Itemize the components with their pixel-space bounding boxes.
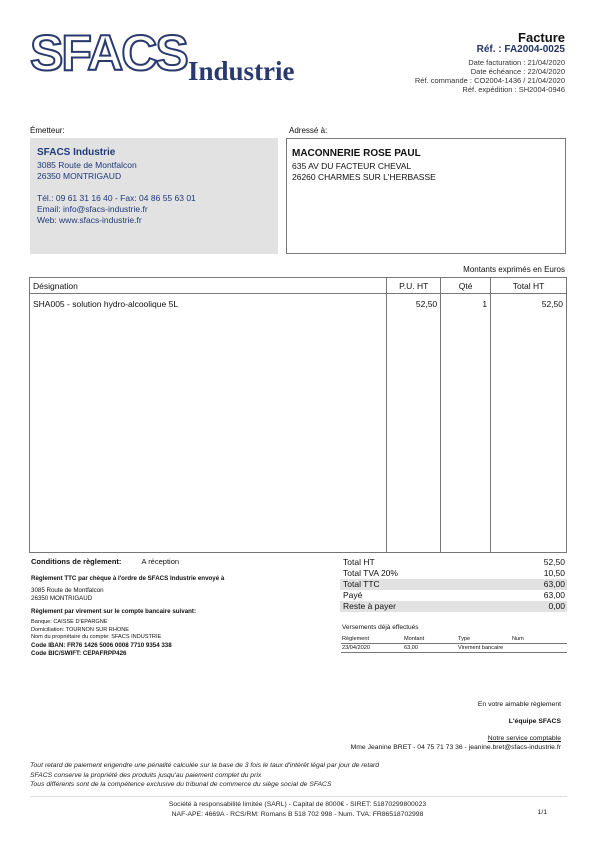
total-ht-row bbox=[340, 557, 567, 568]
destinataire-address1: 635 AV DU FACTEUR CHEVAL bbox=[292, 161, 412, 171]
total-ttc-row bbox=[340, 579, 567, 590]
footer-line-2: NAF-APE: 4669A - RCS/RM: Romans B 518 702 998 - Num. TVA: FR86518702998 bbox=[171, 810, 424, 818]
table-header-row bbox=[30, 278, 567, 294]
bank-bic: Code BIC/SWIFT: CEPAFRPP426 bbox=[31, 649, 127, 657]
legal-line-2: SFACS conserve la propriété des produits jusqu'au paiement complet du prix bbox=[30, 771, 262, 779]
ref-commande: Réf. commande : CO2004-1436 / 21/04/2020 bbox=[414, 76, 565, 85]
emetteur-web: Web: www.sfacs-industrie.fr bbox=[37, 215, 142, 225]
cheque-address1: 3085 Route de Montfalcon bbox=[31, 587, 104, 594]
versements-header-reglement: Règlement bbox=[342, 636, 370, 642]
reste-value: 0,00 bbox=[548, 601, 565, 611]
row-pu: 52,50 bbox=[387, 294, 441, 313]
paye-label: Payé bbox=[343, 590, 363, 600]
cheque-address2: 26350 MONTRIGAUD bbox=[31, 595, 93, 602]
date-echeance: Date échéance : 22/04/2020 bbox=[470, 67, 565, 76]
legal-line-1: Tout retard de paiement engendre une pénalité calculée sur la base de 3 fois le taux d'intérêt légal par jour de retard bbox=[30, 762, 380, 769]
payment-info bbox=[31, 575, 224, 658]
date-facturation: Date facturation : 21/04/2020 bbox=[468, 58, 565, 67]
total-tva-row bbox=[340, 568, 567, 579]
emetteur-box bbox=[30, 138, 278, 254]
table-filler-row bbox=[30, 313, 567, 553]
total-ttc-value: 63,00 bbox=[543, 579, 565, 589]
page-number: 1/1 bbox=[537, 809, 547, 816]
destinataire-label: Adressé à: bbox=[289, 126, 328, 135]
total-tva-label: Total TVA 20% bbox=[343, 568, 398, 578]
service-contact: Mme Jeanine BRET - 04 75 71 73 36 - jeanine.bret@sfacs-industrie.fr bbox=[350, 744, 561, 751]
footer-line-1: Société à responsabilité limitée (SARL) - Capital de 8000€ - SIRET: 51870299800023 bbox=[168, 801, 427, 808]
salutation: En votre aimable règlement bbox=[477, 701, 561, 708]
versements-header-montant: Montant bbox=[404, 636, 425, 642]
emetteur-name: SFACS Industrie bbox=[37, 147, 116, 158]
service-title: Notre service comptable bbox=[487, 735, 561, 742]
destinataire-name: MACONNERIE ROSE PAUL bbox=[292, 148, 421, 159]
invoice-title: Facture bbox=[518, 30, 565, 45]
conditions-block bbox=[31, 557, 179, 566]
versement-type: Virement bancaire bbox=[458, 645, 504, 651]
row-designation: SHA005 - solution hydro-alcoolique 5L bbox=[30, 294, 387, 313]
emetteur-address2: 26350 MONTRIGAUD bbox=[37, 171, 122, 181]
team-signature: L'équipe SFACS bbox=[508, 718, 561, 725]
reste-row bbox=[340, 601, 567, 612]
versements-header-row bbox=[341, 635, 567, 644]
reste-label: Reste à payer bbox=[343, 601, 396, 611]
versement-num bbox=[511, 644, 567, 653]
row-total: 52,50 bbox=[491, 294, 567, 313]
versement-date: 23/04/2020 bbox=[342, 645, 370, 651]
company-logo-industrie: Industrie bbox=[188, 56, 295, 86]
versements-header-num: Num bbox=[512, 636, 524, 642]
invoice-ref: Réf. : FA2004-0025 bbox=[476, 44, 565, 55]
emetteur-email: Email: info@sfacs-industrie.fr bbox=[37, 204, 148, 214]
destinataire-box bbox=[286, 138, 566, 254]
emetteur-tel: Tél.: 09 61 31 16 40 - Fax: 04 86 55 63 01 bbox=[37, 193, 196, 203]
header-designation: Désignation bbox=[30, 278, 387, 294]
items-table bbox=[29, 277, 567, 553]
virement-title: Règlement par virement sur le compte bancaire suivant: bbox=[31, 608, 197, 615]
versement-montant: 63,00 bbox=[404, 645, 418, 651]
header-qty: Qté bbox=[441, 278, 491, 294]
total-ht-value: 52,50 bbox=[543, 557, 565, 567]
currency-note: Montants exprimés en Euros bbox=[463, 265, 565, 274]
ref-expedition: Réf. expédition : SH2004-0946 bbox=[462, 85, 565, 94]
versements-table bbox=[341, 635, 567, 653]
versements-row bbox=[341, 644, 567, 653]
versements-title: Versements déjà effectués bbox=[342, 624, 419, 631]
bank-domiciliation: Domiciliation: TOURNON SUR RHONE bbox=[31, 626, 130, 633]
total-ht-label: Total HT bbox=[343, 557, 375, 567]
paye-value: 63,00 bbox=[543, 590, 565, 600]
company-logo-sfacs: SFACS bbox=[30, 25, 187, 81]
conditions-value: A réception bbox=[141, 557, 180, 566]
bank-name: Banque: CAISSE D'EPARGNE bbox=[31, 619, 108, 625]
header-total: Total HT bbox=[491, 278, 567, 294]
header-pu: P.U. HT bbox=[387, 278, 441, 294]
footer-divider bbox=[30, 796, 567, 797]
cheque-title: Règlement TTC par chèque à l'ordre de SFACS Industrie envoyé à bbox=[31, 575, 225, 582]
bank-iban: Code IBAN: FR76 1426 5006 0008 7710 9354 338 bbox=[31, 641, 172, 649]
total-ttc-label: Total TTC bbox=[343, 579, 380, 589]
total-tva-value: 10,50 bbox=[543, 568, 565, 578]
table-row bbox=[30, 294, 567, 313]
row-qty: 1 bbox=[441, 294, 491, 313]
destinataire-address2: 26260 CHARMES SUR L'HERBASSE bbox=[292, 172, 436, 182]
invoice-dates bbox=[415, 58, 565, 94]
emetteur-address1: 3085 Route de Montfalcon bbox=[37, 160, 137, 170]
paye-row bbox=[340, 590, 567, 601]
legal-notes bbox=[30, 761, 379, 790]
emetteur-label: Émetteur: bbox=[30, 126, 65, 135]
versements-header-type: Type bbox=[458, 636, 471, 642]
bank-account-owner: Nom du propriétaire du compte: SFACS INDUSTRIE bbox=[31, 634, 162, 640]
legal-line-3: Tous différents sont de la compétence exclusive du tribunal de commerce du siège social de SFACS bbox=[30, 781, 332, 788]
footer bbox=[0, 800, 595, 819]
conditions-label: Conditions de règlement: bbox=[31, 557, 122, 566]
